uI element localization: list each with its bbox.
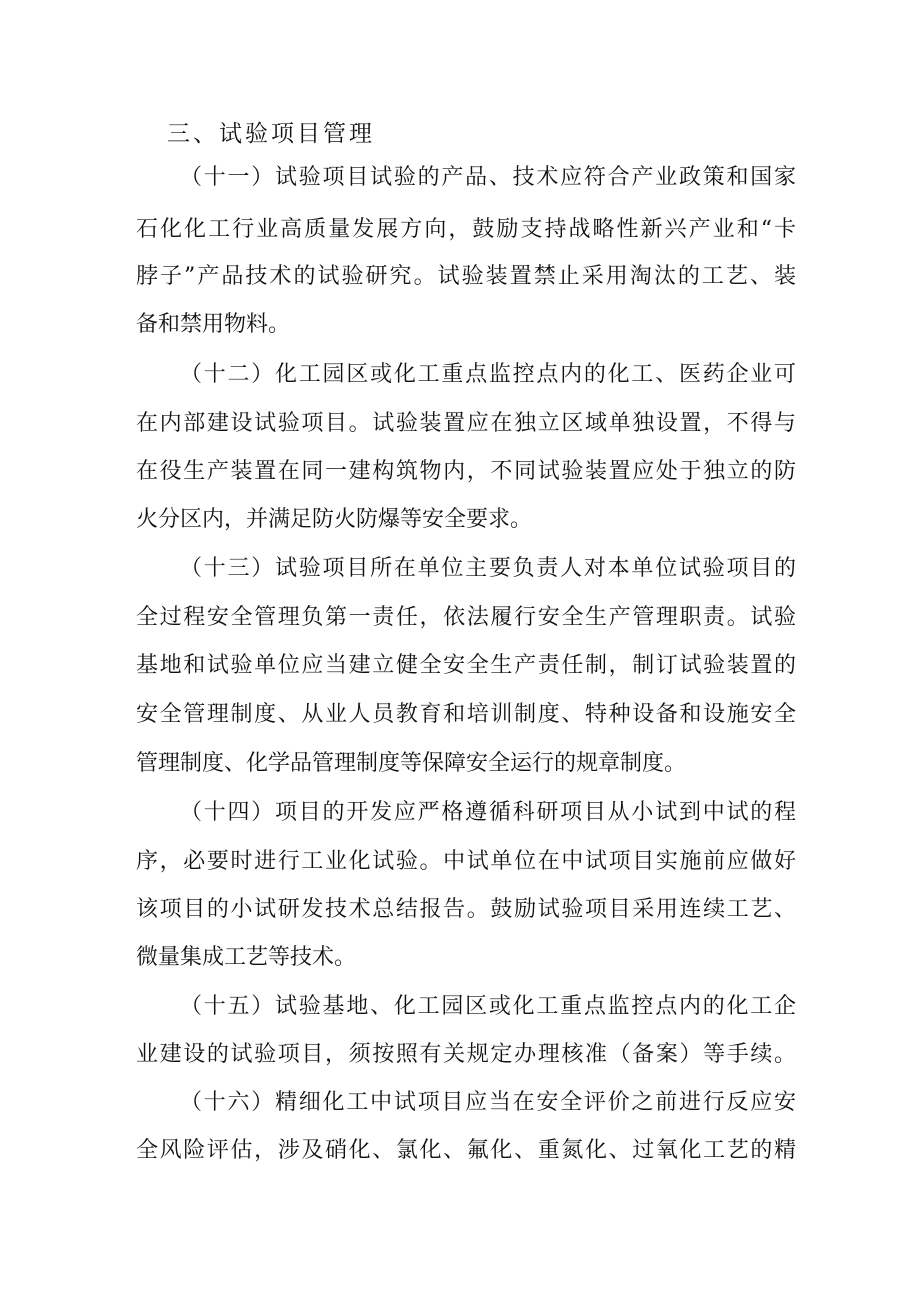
paragraph-12-line-1: （十二）化工园区或化工重点监控点内的化工、医药企业可 [180, 362, 796, 387]
paragraph-12-line-2: 在内部建设试验项目。试验装置应在独立区域单独设置，不得与 [136, 411, 796, 436]
paragraph-14-line-3: 该项目的小试研发技术总结报告。鼓励试验项目采用连续工艺、 [136, 897, 796, 922]
paragraph-15-line-1: （十五）试验基地、化工园区或化工重点监控点内的化工企 [180, 994, 796, 1019]
paragraph-16-line-1: （十六）精细化工中试项目应当在安全评价之前进行反应安 [180, 1090, 796, 1115]
paragraph-16-line-2: 全风险评估，涉及硝化、氯化、氟化、重氮化、过氧化工艺的精 [136, 1138, 796, 1163]
paragraph-14-line-1: （十四）项目的开发应严格遵循科研项目从小试到中试的程 [180, 800, 796, 825]
paragraph-13-line-5: 管理制度、化学品管理制度等保障安全运行的规章制度。 [136, 751, 687, 776]
paragraph-11-line-4: 备和禁用物料。 [136, 312, 291, 337]
paragraph-15-line-2: 业建设的试验项目，须按照有关规定办理核准（备案）等手续。 [136, 1042, 796, 1067]
paragraph-11-line-1: （十一）试验项目试验的产品、技术应符合产业政策和国家 [180, 165, 796, 190]
paragraph-12-line-3: 在役生产装置在同一建构筑物内，不同试验装置应处于独立的防 [136, 459, 796, 484]
paragraph-11-line-2: 石化化工行业高质量发展方向，鼓励支持战略性新兴产业和“卡 [136, 217, 796, 242]
paragraph-11-line-3: 脖子”产品技术的试验研究。试验装置禁止采用淘汰的工艺、装 [136, 264, 796, 289]
paragraph-12-line-4: 火分区内，并满足防火防爆等安全要求。 [136, 507, 533, 532]
paragraph-13-line-2: 全过程安全管理负第一责任，依法履行安全生产管理职责。试验 [136, 605, 796, 630]
paragraph-13-line-4: 安全管理制度、从业人员教育和培训制度、特种设备和设施安全 [136, 702, 796, 727]
paragraph-13-line-3: 基地和试验单位应当建立健全安全生产责任制，制订试验装置的 [136, 653, 796, 678]
paragraph-14-line-2: 序，必要时进行工业化试验。中试单位在中试项目实施前应做好 [136, 849, 796, 874]
paragraph-13-line-1: （十三）试验项目所在单位主要负责人对本单位试验项目的 [180, 556, 796, 581]
section-heading: 三、试验项目管理 [167, 121, 375, 147]
paragraph-14-line-4: 微量集成工艺等技术。 [136, 945, 357, 970]
